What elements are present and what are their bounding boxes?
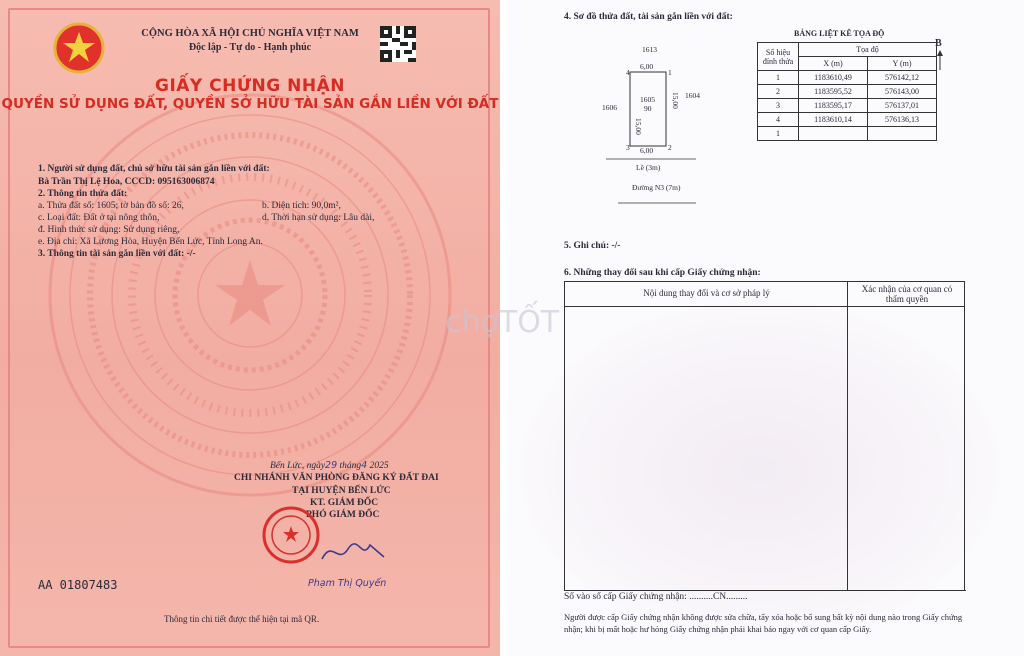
watermark-logo: chợTỐT (445, 305, 560, 340)
diagram-road-shoulder: Lề (3m) (636, 163, 661, 172)
diagram-label-north-parcel: 1613 (642, 45, 657, 54)
certificate-subtitle: QUYỀN SỬ DỤNG ĐẤT, QUYỀN SỞ HỮU TÀI SẢN GẮN LIỀN VỚI ĐẤT (1, 96, 499, 112)
coordinate-table (757, 42, 937, 141)
issuing-office-line4: PHÓ GIÁM ĐỐC (306, 510, 380, 520)
qr-footer-note: Thông tin chi tiết được thể hiện tại mã QR. (164, 614, 320, 624)
section-2-heading: 2. Thông tin thửa đất: (38, 189, 128, 199)
serial-number: AA 01807483 (38, 578, 118, 592)
registry-number: Số vào sổ cấp Giấy chứng nhận: ..........CN......... (564, 592, 748, 602)
issuing-office-line2: TẠI HUYỆN BẾN LỨC (292, 486, 391, 496)
parcel-number: a. Thửa đất số: 1605; tờ bản đồ số: 26, (38, 201, 184, 211)
diagram-vertex-2: 2 (668, 143, 672, 152)
north-arrow-icon (936, 50, 944, 70)
section-5-heading: 5. Ghi chú: -/- (564, 241, 621, 251)
diagram-right-length: 15,00 (671, 92, 680, 109)
issue-month: 4 (361, 460, 368, 471)
diagram-vertex-3: 3 (626, 143, 630, 152)
table-row: 1 1183610,49 576142,12 (758, 71, 937, 85)
section-6-heading: 6. Những thay đổi sau khi cấp Giấy chứng nhận: (564, 268, 761, 278)
motto: Độc lập - Tự do - Hạnh phúc (188, 42, 312, 53)
signer-name: Phạm Thị Quyến (308, 578, 387, 589)
section-1-heading: 1. Người sử dụng đất, chủ sở hữu tài sản gắn liền với đất: (38, 164, 270, 174)
diagram-label-east-parcel: 1604 (685, 91, 700, 100)
official-seal-icon (262, 506, 320, 564)
back-page-note: Người được cấp Giấy chứng nhận không được sửa chữa, tẩy xóa hoặc bổ sung bất kỳ nội dung nào trong Giấy chứng nhận; khi bị mất hoặc hư hỏng Giấy chứng nhận phải khai báo ngay với cơ quan cấp Giấy. (564, 612, 963, 634)
table-row: 2 1183595,52 576143,00 (758, 85, 937, 99)
usage-form: đ. Hình thức sử dụng: Sử dụng riêng, (38, 225, 180, 235)
diagram-vertex-4: 4 (626, 68, 630, 77)
diagram-left-length: 15,00 (634, 118, 643, 135)
registry-divider (564, 590, 966, 591)
changes-content-column (565, 282, 848, 590)
country-header: CỘNG HÒA XÃ HỘI CHỦ NGHĨA VIỆT NAM (141, 28, 359, 39)
table-row: 3 1183595,17 576137,01 (758, 99, 937, 113)
parcel-address: e. Địa chỉ: Xã Lương Hòa, Huyện Bến Lức, Tỉnh Long An. (38, 237, 263, 247)
certificate-title: GIẤY CHỨNG NHẬN (154, 76, 345, 96)
diagram-parcel-area: 90 (644, 104, 652, 113)
diagram-road-name: Đường N3 (7m) (632, 183, 681, 192)
diagram-parcel-number: 1605 (640, 95, 655, 104)
diagram-label-west-parcel: 1606 (602, 103, 617, 112)
parcel-area: b. Diện tích: 90,0m², (262, 201, 341, 211)
table-row: 4 1183610,14 576136,13 (758, 113, 937, 127)
signature-icon (318, 535, 388, 569)
table-row: 1 (758, 127, 937, 141)
issue-date: Bến Lức, ngày29 tháng4 2025 (270, 460, 389, 471)
land-type: c. Loại đất: Đất ở tại nông thôn, (38, 213, 160, 223)
north-arrow-label: B (935, 38, 942, 49)
col-change-header: Nội dung thay đổi và cơ sở pháp lý (643, 288, 770, 298)
section-3-heading: 3. Thông tin tài sản gắn liền với đất: -/- (38, 249, 196, 259)
coordinate-table-title: BẢNG LIỆT KÊ TỌA ĐỘ (794, 29, 885, 38)
usage-term: d. Thời hạn sử dụng: Lâu dài, (262, 213, 375, 223)
owner-name: Bà Trần Thị Lệ Hoa, CCCD: 095163006874 (38, 177, 215, 187)
national-emblem-icon (53, 22, 105, 74)
diagram-vertex-1: 1 (668, 68, 672, 77)
changes-table (564, 281, 965, 591)
diagram-top-length: 6,00 (640, 62, 654, 71)
section-4-heading: 4. Sơ đồ thửa đất, tài sản gắn liền với đất: (564, 12, 733, 22)
bronze-drum-pattern-icon (45, 90, 455, 500)
diagram-bottom-length: 6,00 (640, 146, 654, 155)
issue-day: 29 (325, 460, 338, 471)
col-confirm-header: Xác nhận của cơ quan có thẩm quyền (861, 284, 953, 304)
certificate-front-page (0, 0, 500, 656)
issuing-office-line1: CHI NHÁNH VĂN PHÒNG ĐĂNG KÝ ĐẤT ĐAI (234, 473, 439, 483)
qr-code-icon[interactable] (380, 26, 416, 62)
col-x-header: X (m) (799, 57, 868, 71)
col-point-header: Số hiệu đỉnh thửa (758, 43, 799, 71)
issuing-office-line3: KT. GIÁM ĐỐC (310, 498, 379, 508)
col-coord-header: Tọa độ (799, 43, 937, 57)
changes-header-divider (565, 306, 964, 307)
col-y-header: Y (m) (868, 57, 937, 71)
parcel-diagram (596, 40, 726, 210)
